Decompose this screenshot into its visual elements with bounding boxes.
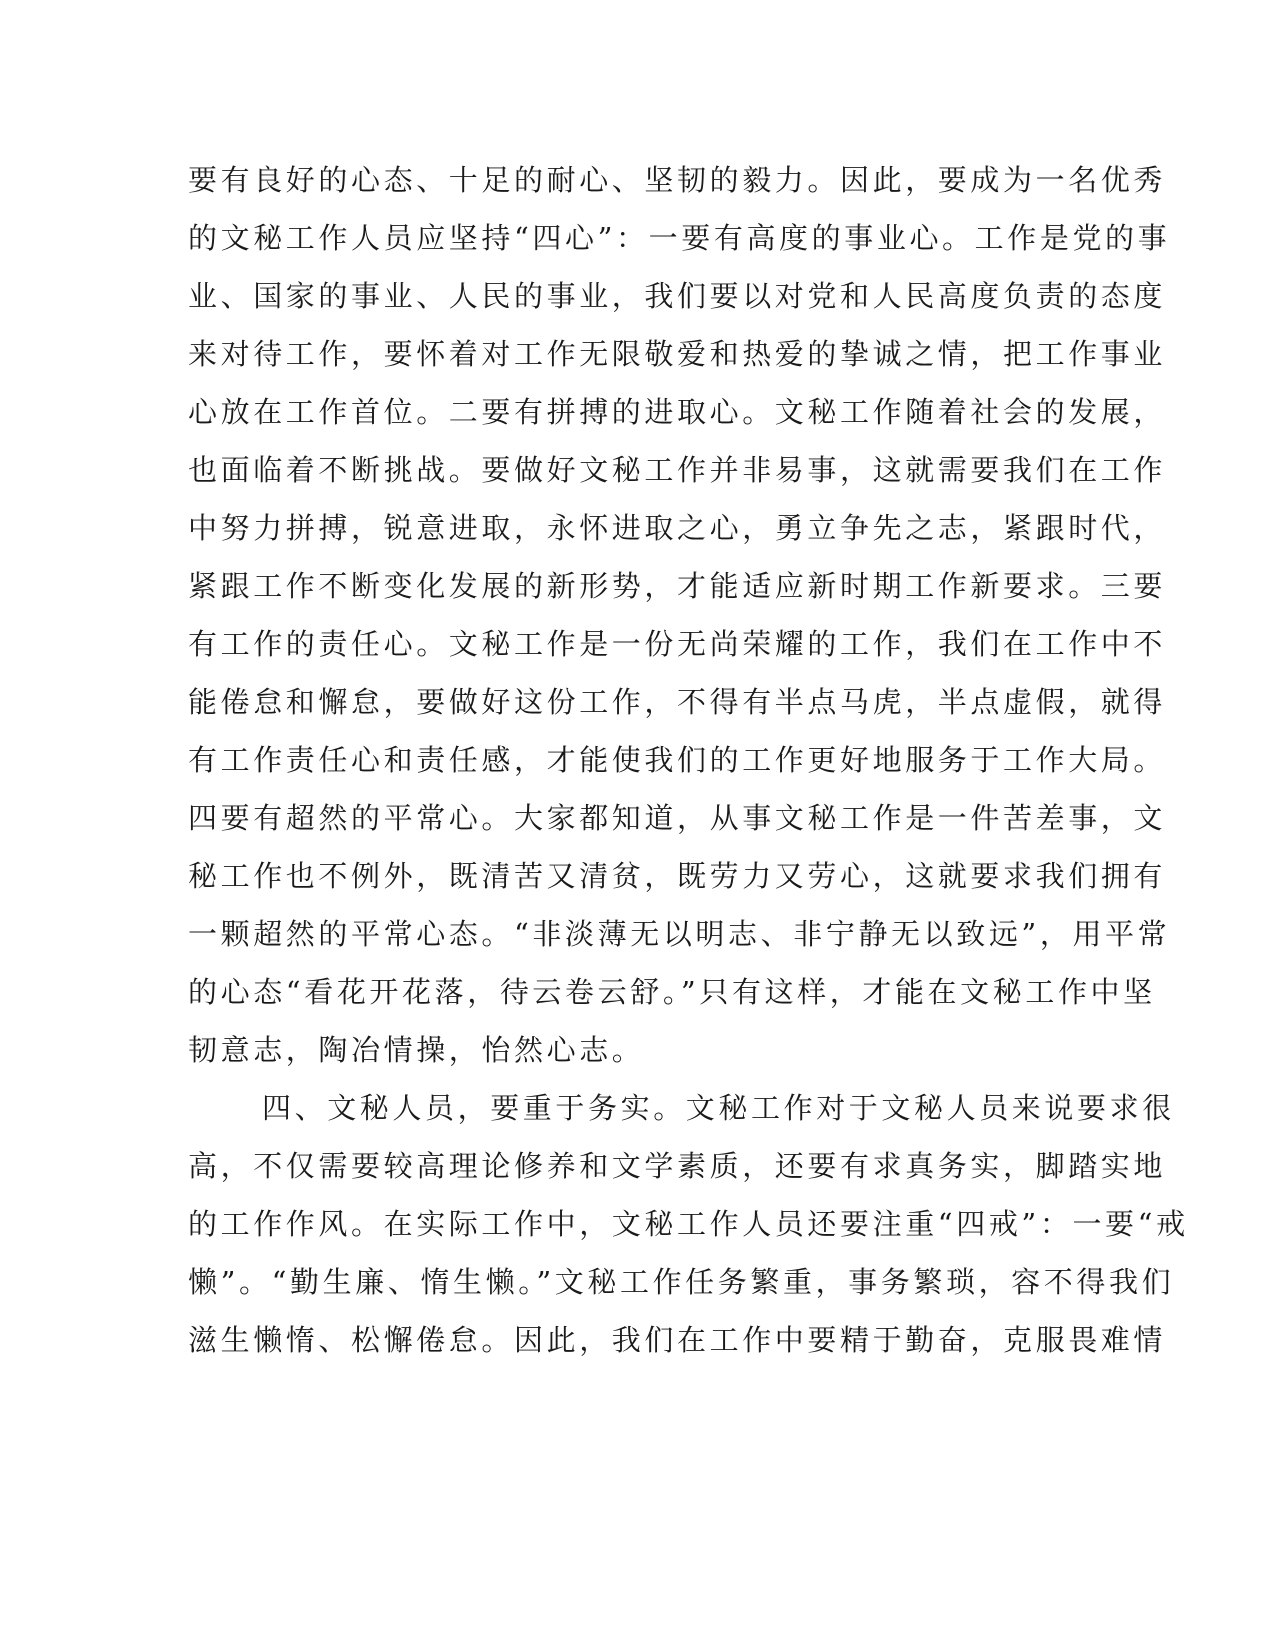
text-line: 的工作作风。在实际工作中，文秘工作人员还要注重“四戒”：一要“戒 (188, 1207, 1189, 1241)
text-line: 要有良好的心态、十足的耐心、坚韧的毅力。因此，要成为一名优秀 (188, 163, 1167, 197)
text-line: 秘工作也不例外，既清苦又清贫，既劳力又劳心，这就要求我们拥有 (188, 859, 1167, 893)
text-line: 有工作责任心和责任感，才能使我们的工作更好地服务于工作大局。 (188, 743, 1167, 777)
text-line: 业、国家的事业、人民的事业，我们要以对党和人民高度负责的态度 (188, 279, 1167, 313)
text-line: 中努力拼搏，锐意进取，永怀进取之心，勇立争先之志，紧跟时代， (188, 511, 1167, 545)
text-line: 的心态“看花开花落，待云卷云舒。”只有这样，才能在文秘工作中坚 (188, 975, 1156, 1009)
text-line: 能倦怠和懈怠，要做好这份工作，不得有半点马虎，半点虚假，就得 (188, 685, 1167, 719)
text-line-indented: 四、文秘人员，要重于务实。文秘工作对于文秘人员来说要求很 (262, 1091, 1175, 1125)
text-line: 高，不仅需要较高理论修养和文学素质，还要有求真务实，脚踏实地 (188, 1149, 1167, 1183)
text-line: 心放在工作首位。二要有拼搏的进取心。文秘工作随着社会的发展， (188, 395, 1167, 429)
text-line: 四要有超然的平常心。大家都知道，从事文秘工作是一件苦差事，文 (188, 801, 1167, 835)
text-line: 来对待工作，要怀着对工作无限敬爱和热爱的挚诚之情，把工作事业 (188, 337, 1167, 371)
text-line: 有工作的责任心。文秘工作是一份无尚荣耀的工作，我们在工作中不 (188, 627, 1167, 661)
text-line: 滋生懒惰、松懈倦怠。因此，我们在工作中要精于勤奋，克服畏难情 (188, 1323, 1167, 1357)
text-line: 韧意志，陶冶情操，怡然心志。 (188, 1033, 645, 1067)
text-line: 紧跟工作不断变化发展的新形势，才能适应新时期工作新要求。三要 (188, 569, 1167, 603)
text-line: 的文秘工作人员应坚持“四心”：一要有高度的事业心。工作是党的事 (188, 221, 1171, 255)
text-line: 也面临着不断挑战。要做好文秘工作并非易事，这就需要我们在工作 (188, 453, 1167, 487)
text-line: 懒”。“勤生廉、惰生懒。”文秘工作任务繁重，事务繁琐，容不得我们 (188, 1265, 1175, 1299)
text-line: 一颗超然的平常心态。“非淡薄无以明志、非宁静无以致远”，用平常 (188, 917, 1171, 951)
